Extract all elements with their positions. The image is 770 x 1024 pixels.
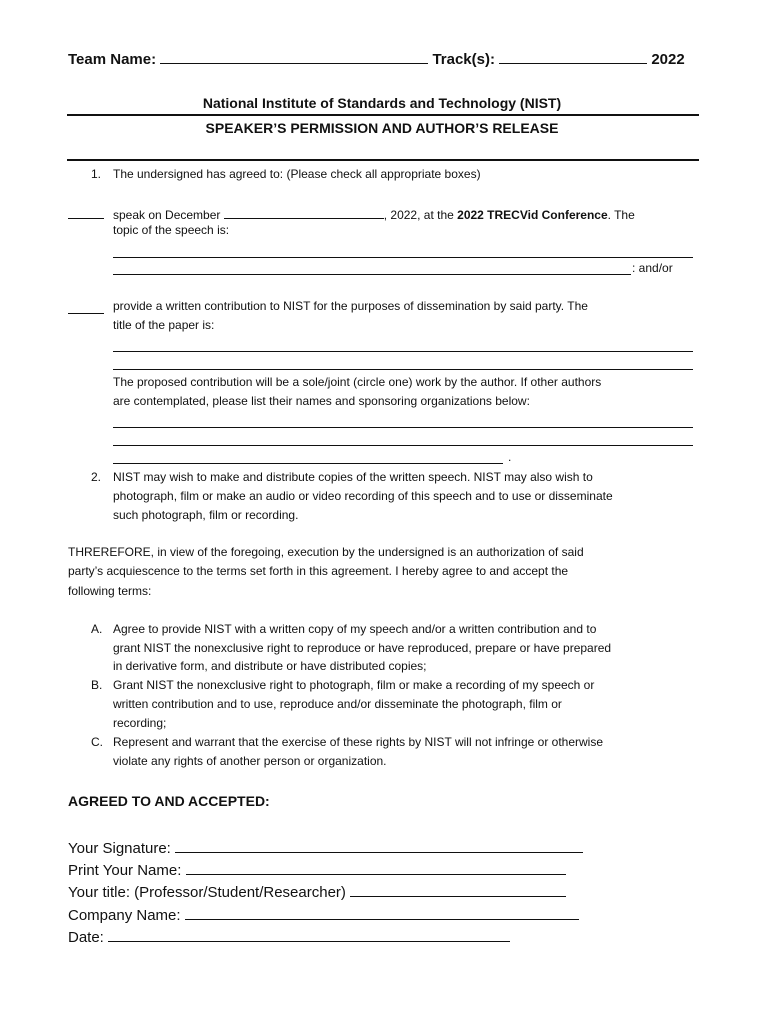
- provide-checkbox[interactable]: [68, 299, 104, 314]
- therefore-line-1: THREREFORE, in view of the foregoing, execution by the undersigned is an authorization of said: [68, 545, 584, 559]
- conference-name: 2022 TRECVid Conference: [457, 208, 608, 222]
- company-row: [68, 903, 579, 924]
- section1-number: 1.: [91, 167, 102, 181]
- speak-text-c: . The: [607, 208, 635, 222]
- team-name-row: [68, 49, 685, 68]
- org-title: National Institute of Standards and Technology (NIST): [202, 95, 562, 111]
- term-a-marker: A.: [91, 622, 103, 636]
- authors-line-3[interactable]: [113, 463, 503, 464]
- term-a-line-1: Agree to provide NIST with a written copy of my speech and/or a written contribution and to: [113, 622, 597, 636]
- signature-label: Your Signature:: [68, 840, 171, 857]
- authors-line-1[interactable]: [113, 427, 693, 428]
- date-field[interactable]: [108, 925, 510, 942]
- team-name-field[interactable]: [160, 49, 428, 64]
- term-b-marker: B.: [91, 678, 103, 692]
- section2-line-3: such photograph, film or recording.: [113, 508, 299, 522]
- speak-checkbox[interactable]: [68, 204, 104, 219]
- year-label: 2022: [651, 51, 685, 68]
- print-name-row: [68, 858, 566, 879]
- agreed-heading: AGREED TO AND ACCEPTED:: [68, 793, 270, 809]
- title-rule-top: [67, 114, 699, 116]
- speak-date-field[interactable]: [224, 204, 384, 219]
- tracks-field[interactable]: [499, 49, 647, 64]
- term-c-line-1: Represent and warrant that the exercise of these rights by NIST will not infringe or otherwise: [113, 735, 604, 749]
- team-name-label: Team Name:: [68, 51, 157, 68]
- topic-label: topic of the speech is:: [113, 223, 230, 237]
- date-label: Date:: [68, 929, 104, 946]
- section1-intro: The undersigned has agreed to: (Please check all appropriate boxes): [113, 167, 481, 181]
- speak-text-a: speak on December: [113, 208, 221, 222]
- therefore-line-2: party’s acquiescence to the terms set forth in this agreement. I hereby agree to and accept the: [68, 564, 569, 578]
- speak-checkbox-row: [68, 204, 104, 222]
- tracks-label: Track(s):: [432, 51, 495, 68]
- provide-line-2: title of the paper is:: [113, 318, 215, 332]
- print-name-label: Print Your Name:: [68, 862, 182, 879]
- topic-line-1[interactable]: [113, 257, 693, 258]
- authors-period: .: [508, 450, 512, 464]
- signature-field[interactable]: [175, 836, 583, 853]
- term-c-line-2: violate any rights of another person or organization.: [113, 754, 387, 768]
- section2-line-1: NIST may wish to make and distribute copies of the written speech. NIST may also wish to: [113, 470, 593, 484]
- title-label: Your title: (Professor/Student/Researcher): [68, 884, 346, 901]
- speak-text-b: , 2022, at the: [383, 208, 454, 222]
- title-rule-bottom: [67, 159, 699, 161]
- paper-title-line-2[interactable]: [113, 369, 693, 370]
- proposed-line-1: The proposed contribution will be a sole/joint (circle one) work by the author. If other authors: [113, 375, 602, 389]
- term-b-line-1: Grant NIST the nonexclusive right to photograph, film or make a recording of my speech or: [113, 678, 595, 692]
- company-field[interactable]: [185, 903, 579, 920]
- title-field[interactable]: [350, 880, 566, 897]
- print-name-field[interactable]: [186, 858, 566, 875]
- provide-checkbox-row: [68, 299, 104, 317]
- term-a-line-3: in derivative form, and distribute or have distributed copies;: [113, 659, 427, 673]
- term-c-marker: C.: [91, 735, 103, 749]
- provide-line-1: provide a written contribution to NIST for the purposes of dissemination by said party. The: [113, 299, 588, 313]
- topic-line-2[interactable]: [113, 274, 631, 275]
- paper-title-line-1[interactable]: [113, 351, 693, 352]
- section2-line-2: photograph, film or make an audio or video recording of this speech and to use or disseminate: [113, 489, 613, 503]
- title-row: [68, 880, 566, 901]
- term-b-line-3: recording;: [113, 716, 167, 730]
- signature-row: [68, 836, 583, 857]
- term-a-line-2: grant NIST the nonexclusive right to reproduce or have reproduced, prepare or have prepared: [113, 641, 612, 655]
- authors-line-2[interactable]: [113, 445, 693, 446]
- therefore-line-3: following terms:: [68, 584, 152, 598]
- speak-line: [113, 204, 635, 222]
- date-row: [68, 925, 510, 946]
- section2-number: 2.: [91, 470, 102, 484]
- proposed-line-2: are contemplated, please list their names and sponsoring organizations below:: [113, 394, 530, 408]
- andor-text: : and/or: [632, 261, 673, 275]
- company-label: Company Name:: [68, 907, 181, 924]
- term-b-line-2: written contribution and to use, reproduce and/or disseminate the photograph, film or: [113, 697, 562, 711]
- form-title: SPEAKER’S PERMISSION AND AUTHOR’S RELEASE: [205, 120, 559, 136]
